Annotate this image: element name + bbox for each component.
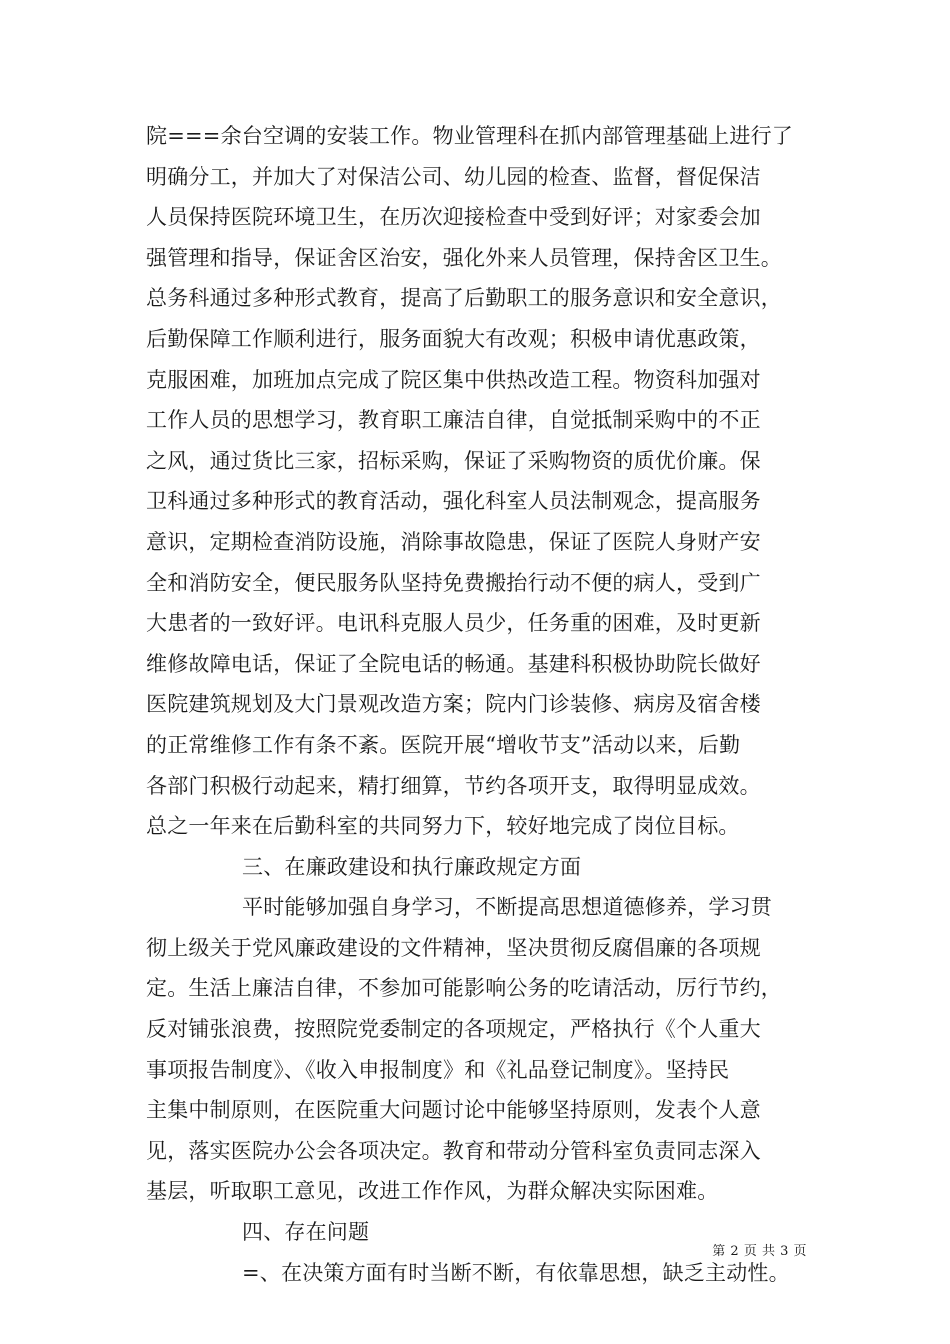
paragraph-line: 总务科通过多种形式教育，提高了后勤职工的服务意识和安全意识， bbox=[146, 286, 782, 311]
paragraph-line: 维修故障电话，保证了全院电话的畅通。基建科积极协助院长做好 bbox=[146, 651, 761, 676]
section-heading: 三、在廉政建设和执行廉政规定方面 bbox=[242, 854, 582, 879]
paragraph-line: 医院建筑规划及大门景观改造方案；院内门诊装修、病房及宿舍楼 bbox=[146, 692, 761, 717]
paragraph-line: 之风，通过货比三家，招标采购，保证了采购物资的质优价廉。保 bbox=[146, 448, 761, 473]
paragraph-line: 反对铺张浪费，按照院党委制定的各项规定，严格执行《个人重大 bbox=[146, 1017, 761, 1042]
paragraph-line: 强管理和指导，保证舍区治安，强化外来人员管理，保持舍区卫生。 bbox=[146, 245, 782, 270]
paragraph-line: 主集中制原则，在医院重大问题讨论中能够坚持原则，发表个人意 bbox=[146, 1098, 761, 1123]
paragraph-line: 各部门积极行动起来，精打细算，节约各项开支，取得明显成效。 bbox=[146, 773, 761, 798]
document-body bbox=[146, 116, 826, 1293]
paragraph-line: 彻上级关于党风廉政建设的文件精神，坚决贯彻反腐倡廉的各项规 bbox=[146, 935, 761, 960]
paragraph-line: 人员保持医院环境卫生，在历次迎接检查中受到好评；对家委会加 bbox=[146, 205, 761, 230]
paragraph-line: 克服困难，加班加点完成了院区集中供热改造工程。物资科加强对 bbox=[146, 367, 761, 392]
paragraph-line: 见，落实医院办公会各项决定。教育和带动分管科室负责同志深入 bbox=[146, 1138, 761, 1163]
paragraph-line: 平时能够加强自身学习，不断提高思想道德修养，学习贯 bbox=[242, 895, 772, 920]
paragraph-line: =、在决策方面有时当断不断，有依靠思想，缺乏主动性。 bbox=[242, 1260, 790, 1285]
paragraph-line: 工作人员的思想学习，教育职工廉洁自律，自觉抵制采购中的不正 bbox=[146, 408, 761, 433]
paragraph-line: 卫科通过多种形式的教育活动，强化科室人员法制观念，提高服务 bbox=[146, 489, 761, 514]
paragraph-line: 院===余台空调的安装工作。物业管理科在抓内部管理基础上进行了 bbox=[146, 124, 793, 148]
paragraph-line: 的正常维修工作有条不紊。医院开展“增收节支”活动以来，后勤 bbox=[146, 732, 741, 757]
paragraph-line: 明确分工，并加大了对保洁公司、幼儿园的检查、监督，督促保洁 bbox=[146, 164, 761, 189]
section-heading: 四、存在问题 bbox=[242, 1220, 370, 1245]
paragraph-line: 基层，听取职工意见，改进工作作风，为群众解决实际困难。 bbox=[146, 1179, 719, 1204]
paragraph-line: 全和消防安全，便民服务队坚持免费搬抬行动不便的病人，受到广 bbox=[146, 570, 761, 595]
paragraph-line: 大患者的一致好评。电讯科克服人员少，任务重的困难，及时更新 bbox=[146, 611, 761, 636]
paragraph-line: 总之一年来在后勤科室的共同努力下，较好地完成了岗位目标。 bbox=[146, 814, 740, 839]
paragraph-line: 定。生活上廉洁自律，不参加可能影响公务的吃请活动，厉行节约， bbox=[146, 976, 782, 1001]
paragraph-line: 事项报告制度》、《收入申报制度》和《礼品登记制度》。坚持民 bbox=[146, 1057, 730, 1082]
paragraph-line: 意识，定期检查消防设施，消除事故隐患，保证了医院人身财产安 bbox=[146, 529, 761, 554]
paragraph-line: 后勤保障工作顺利进行，服务面貌大有改观；积极申请优惠政策， bbox=[146, 326, 761, 351]
page-number: 第 2 页 共 3 页 bbox=[712, 1244, 807, 1259]
